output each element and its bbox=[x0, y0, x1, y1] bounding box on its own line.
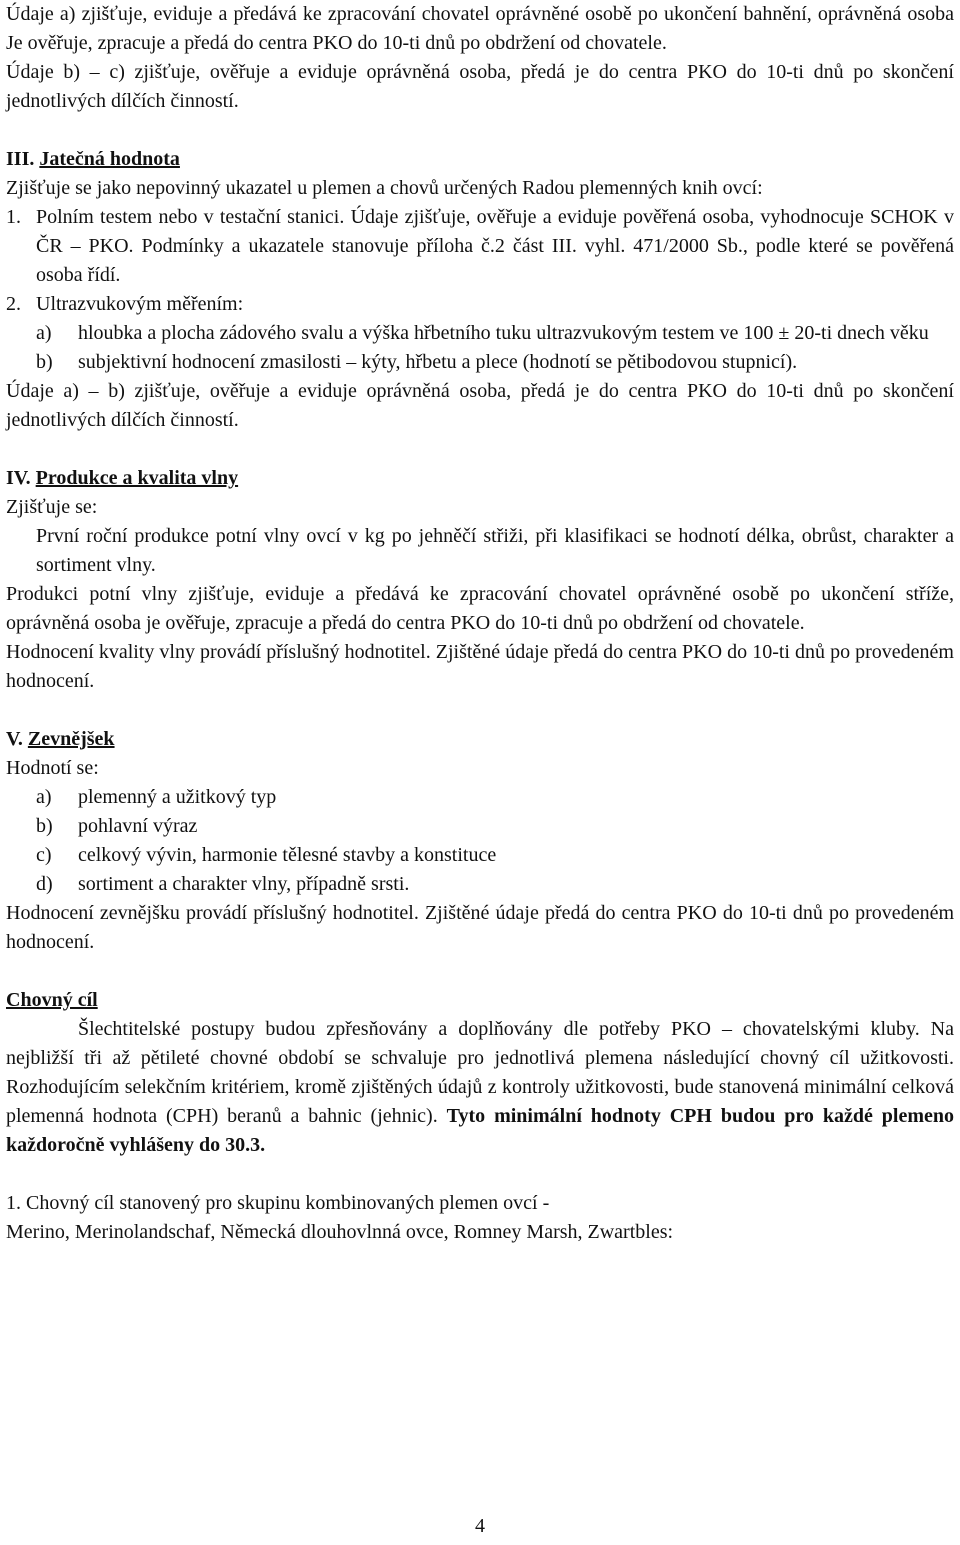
list-text: Ultrazvukovým měřením: bbox=[36, 293, 244, 315]
section-heading-iii bbox=[6, 145, 954, 174]
sub-list-item bbox=[6, 319, 954, 348]
section-title: Zevnějšek bbox=[27, 728, 115, 750]
sub-list-item bbox=[6, 348, 954, 377]
section-heading-v bbox=[6, 725, 954, 754]
goal-heading: Chovný cíl bbox=[6, 989, 98, 1011]
list-number: 2. bbox=[6, 293, 21, 315]
list-label: d) bbox=[36, 873, 53, 895]
section-intro: Zjišťuje se jako nepovinný ukazatel u plemen a chovů určených Radou plemenných knih ovcí: bbox=[6, 177, 763, 199]
breed-list: Merino, Merinolandschaf, Německá dlouhovlnná ovce, Romney Marsh, Zwartbles: bbox=[6, 1221, 674, 1243]
list-text: sortiment a charakter vlny, případně srsti. bbox=[78, 873, 410, 895]
section-number: IV. bbox=[6, 467, 31, 489]
section-number: V. bbox=[6, 728, 23, 750]
sub-list-text: subjektivní hodnocení zmasilosti – kýty, hřbetu a plece (hodnotí se pětibodovou stupnicí). bbox=[78, 351, 798, 373]
list-item bbox=[6, 812, 954, 841]
section-heading-iv bbox=[6, 464, 954, 493]
section-intro: Zjišťuje se: bbox=[6, 496, 98, 518]
paragraph: Hodnocení kvality vlny provádí příslušný hodnotitel. Zjištěné údaje předá do centra PKO do 10-ti dnů po provedeném hodnocení. bbox=[6, 641, 954, 692]
paragraph-data-bc: Údaje b) – c) zjišťuje, ověřuje a eviduje oprávněná osoba, předá je do centra PKO do 10-ti dnů po skončení jednotlivých dílčích činností. bbox=[6, 61, 954, 112]
list-label: a) bbox=[36, 786, 52, 808]
list-text: celkový vývin, harmonie tělesné stavby a konstituce bbox=[78, 844, 497, 866]
list-item bbox=[6, 203, 954, 290]
paragraph: Produkci potní vlny zjišťuje, eviduje a předává ke zpracování chovatel oprávněné osobě po ukončení stříže, oprávněná osoba je ověřuje, zpracuje a předá do centra PKO do 10-ti dnů po obdržení od chovatele. bbox=[6, 583, 954, 634]
sub-list-label: b) bbox=[36, 351, 53, 373]
paragraph-data-a: Údaje a) zjišťuje, eviduje a předává ke zpracování chovatel oprávněné osobě po ukončení bahnění, oprávněná osoba Je ověřuje, zpracuje a předá do centra PKO do 10-ti dnů po obdržení od chovatele. bbox=[6, 3, 954, 54]
list-text: pohlavní výraz bbox=[78, 815, 198, 837]
section-title: Produkce a kvalita vlny bbox=[35, 467, 239, 489]
sub-list-text: hloubka a plocha zádového svalu a výška hřbetního tuku ultrazvukovým testem ve 100 ± 20-ti dnech věku bbox=[78, 322, 929, 344]
sub-list-label: a) bbox=[36, 322, 52, 344]
list-item bbox=[6, 870, 954, 899]
list-item bbox=[6, 290, 954, 319]
goal-text: Šlechtitelské postupy budou zpřesňovány a doplňovány dle potřeby PKO – chovatelskými kluby. Na nejbližší tři až pětileté chovné období se schvaluje pro jednotlivá plemena následující chovný cíl užitkovosti. Rozhodujícím selekčním kritériem, kromě zjištěných údajů z kontroly užitkovosti, bude stanovená minimální celková plemenná hodnota (CPH) beranů a bahnic (jehnic). bbox=[6, 1018, 954, 1127]
page-number: 4 bbox=[475, 1515, 485, 1537]
goal-paragraph bbox=[6, 1015, 954, 1160]
list-text: Polním testem nebo v testační stanici. Údaje zjišťuje, ověřuje a eviduje pověřená osoba, vyhodnocuje SCHOK v ČR – PKO. Podmínky a ukazatele stanovuje příloha č.2 část III. vyhl. 471/2000 Sb., podle které se pověřená osoba řídí. bbox=[36, 206, 954, 286]
section-closing: Údaje a) – b) zjišťuje, ověřuje a eviduje oprávněná osoba, předá je do centra PKO do 10-ti dnů po skončení jednotlivých dílčích činností. bbox=[6, 380, 954, 431]
list-number: 1. bbox=[6, 206, 21, 228]
document-page bbox=[6, 0, 954, 1247]
section-title: Jatečná hodnota bbox=[39, 148, 180, 170]
list-text: plemenný a užitkový typ bbox=[78, 786, 277, 808]
list-item bbox=[6, 841, 954, 870]
goal-bold-text: Tyto minimální hodnoty CPH budou pro každé plemeno každoročně vyhlášeny do 30.3. bbox=[6, 1105, 954, 1156]
paragraph: Hodnocení zevnějšku provádí příslušný hodnotitel. Zjištěné údaje předá do centra PKO do 10-ti dnů po provedeném hodnocení. bbox=[6, 902, 954, 953]
list-label: c) bbox=[36, 844, 52, 866]
list-label: b) bbox=[36, 815, 53, 837]
goal-item-heading: 1. Chovný cíl stanovený pro skupinu kombinovaných plemen ovcí - bbox=[6, 1192, 550, 1214]
section-intro: Hodnotí se: bbox=[6, 757, 99, 779]
list-item bbox=[6, 783, 954, 812]
section-number: III. bbox=[6, 148, 35, 170]
indented-paragraph: První roční produkce potní vlny ovcí v kg po jehněčí střiži, při klasifikaci se hodnotí délka, obrůst, charakter a sortiment vlny. bbox=[36, 525, 954, 576]
